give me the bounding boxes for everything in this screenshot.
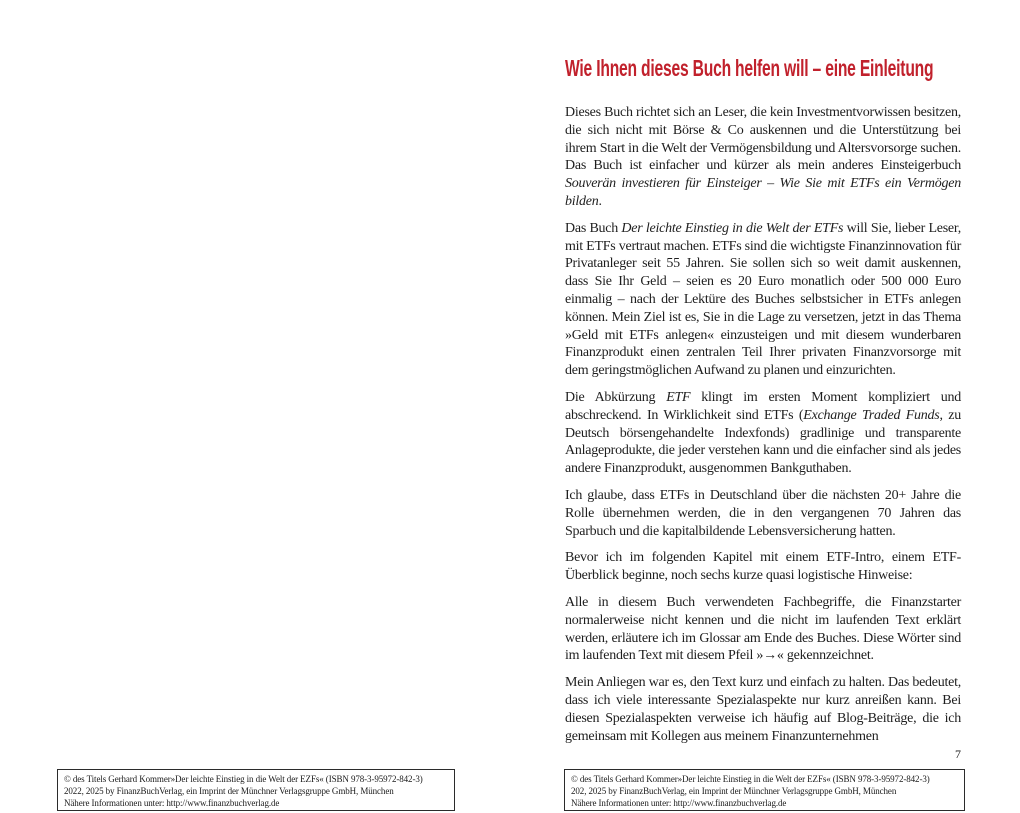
text-segment: Bevor ich im folgenden Kapitel mit einem ETF-Intro, einem ETF-Überblick beginne, noch sechs kurze quasi logistische Hinweise: bbox=[565, 550, 961, 584]
text-segment: klingt im ersten Moment kompliziert und abschreckend. In Wirklichkeit sind ETFs ( bbox=[565, 389, 961, 423]
text-segment: . bbox=[598, 193, 602, 209]
paragraph-2 bbox=[565, 220, 961, 380]
term-italic: ETF bbox=[666, 389, 691, 405]
chapter-heading: Wie Ihnen dieses Buch helfen will – eine Einleitung bbox=[565, 55, 934, 81]
text-segment: Alle in diesem Buch verwendeten Fachbegriffe, die Finanzstarter normalerweise nicht kennen und die nicht im laufenden Text erklärt werden, erläutere ich im Glossar am Ende des Buches. Diese Wörter sind im laufenden Text mit diesem Pfeil »→« gekennzeichnet. bbox=[565, 594, 961, 664]
paragraph-3 bbox=[565, 389, 961, 478]
text-segment: Ich glaube, dass ETFs in Deutschland über die nächsten 20+ Jahre die Rolle übernehmen werden, die in den vergangenen 70 Jahren das Sparbuch und die kapitalbildende Lebensversicherung hatten. bbox=[565, 487, 961, 539]
term-italic: Exchange Traded Funds bbox=[803, 407, 940, 423]
copyright-box-right bbox=[564, 769, 965, 811]
paragraph-1 bbox=[565, 104, 961, 211]
book-title-italic: Der leichte Einstieg in die Welt der ETFs bbox=[621, 220, 844, 236]
copyright-line: 202, 2025 by FinanzBuchVerlag, ein Imprint der Münchner Verlagsgruppe GmbH, München bbox=[571, 786, 897, 796]
copyright-line: © des Titels Gerhard Kommer»Der leichte Einstieg in die Welt der EZFs« (ISBN 978-3-95972-842-3) bbox=[64, 774, 423, 784]
text-segment: , zu Deutsch börsengehandelte Indexfonds) gradlinige und transparente Anlageprodukte, die jeder verstehen kann und die einfacher sind als jedes andere Finanzprodukt, ausgenommen Bankguthaben. bbox=[565, 407, 961, 477]
text-segment: Dieses Buch richtet sich an Leser, die kein Investmentvorwissen besitzen, die sich nicht mit Börse & Co auskennen und die Unterstützung bei ihrem Start in die Welt der Vermögensbildung und Altersvorsorge suchen. Das Buch ist einfacher und kürzer als mein anderes Einsteigerbuch bbox=[565, 105, 961, 174]
book-title-italic: Souverän investieren für Einsteiger – Wie Sie mit ETFs ein Vermögen bilden bbox=[565, 176, 961, 209]
text-segment: Die Abkürzung bbox=[565, 389, 667, 405]
copyright-line: © des Titels Gerhard Kommer»Der leichte Einstieg in die Welt der EZFs« (ISBN 978-3-95972-842-3) bbox=[571, 774, 930, 784]
text-segment: Mein Anliegen war es, den Text kurz und einfach zu halten. Das bedeutet, dass ich viele interessante Spezialaspekte nur kurz anreißen kann. Bei diesen Spezialaspekten verweise ich häufig auf Blog-Beiträge, die ich gemeinsam mit Kollegen aus meinem Finanzunternehmen bbox=[565, 675, 961, 744]
paragraph-7 bbox=[565, 674, 961, 745]
page-number: 7 bbox=[955, 747, 961, 761]
body-text bbox=[565, 104, 961, 754]
copyright-box-left bbox=[57, 769, 455, 811]
copyright-line: Nähere Informationen unter: http://www.finanzbuchverlag.de bbox=[571, 798, 787, 808]
text-segment: Das Buch bbox=[565, 220, 622, 236]
paragraph-6 bbox=[565, 594, 961, 665]
copyright-line: Nähere Informationen unter: http://www.finanzbuchverlag.de bbox=[64, 798, 280, 808]
paragraph-5 bbox=[565, 549, 961, 585]
copyright-line: 2022, 2025 by FinanzBuchVerlag, ein Imprint der Münchner Verlagsgruppe GmbH, München bbox=[64, 786, 394, 796]
text-segment: will Sie, lieber Leser, mit ETFs vertraut machen. ETFs sind die wichtigste Finanzinnovation für Privatanleger seit 55 Jahren. Sie sollen sich so weit damit auskennen, dass Sie Ihr Geld – seien es 20 Euro monatlich oder 500 000 Euro einmalig – nach der Lektüre des Buches selbstsicher in ETFs anlegen können. Mein Ziel ist es, Sie in die Lage zu versetzen, jetzt in das Thema »Geld mit ETFs anlegen« einzusteigen und mit diesem wunderbaren Finanzprodukt einen zentralen Teil Ihrer privaten Finanzvorsorge mit dem geringstmöglichen Aufwand zu planen und einzurichten. bbox=[565, 220, 961, 379]
paragraph-4 bbox=[565, 487, 961, 540]
